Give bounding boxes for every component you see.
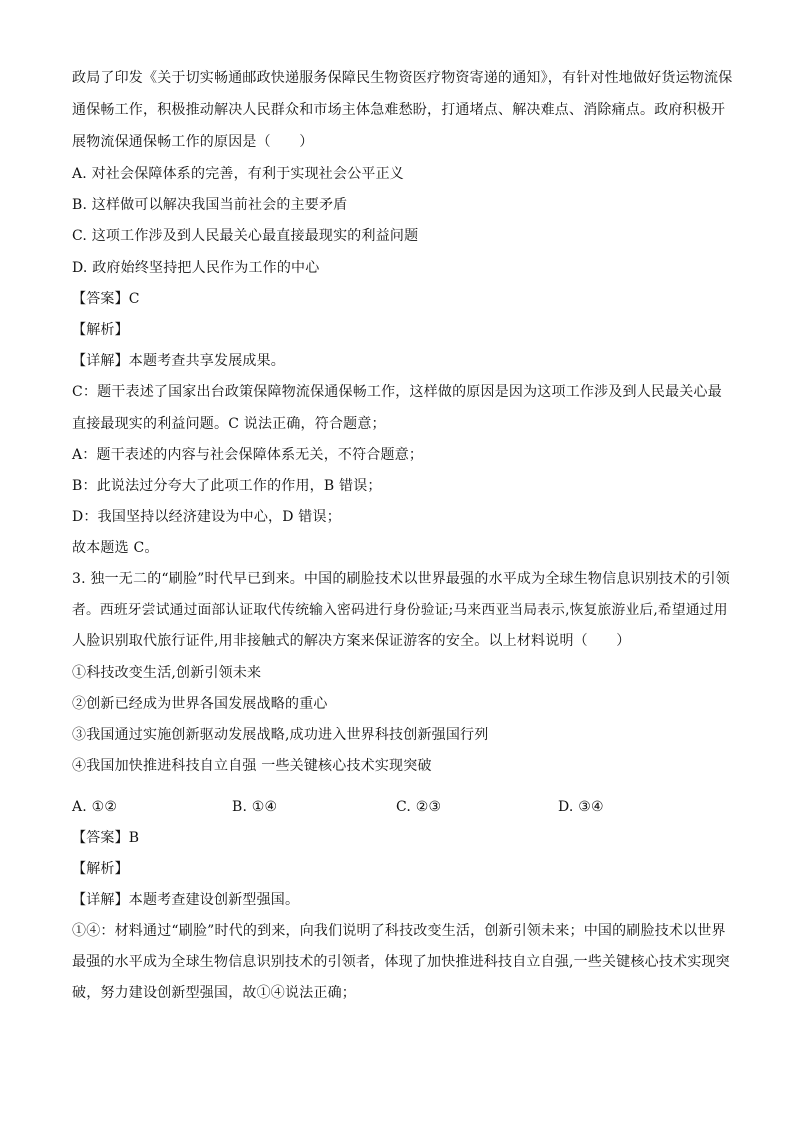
q3-statement-3: ③我国通过实施创新驱动发展战略,成功进入世界科技创新强国行列 xyxy=(72,727,489,743)
q2-option-d: D. 政府始终坚持把人民作为工作的中心 xyxy=(72,260,320,276)
q3-option-c: C. ②③ xyxy=(396,799,442,815)
q2-explanation-line-3: 直接最现实的利益问题。C 说法正确，符合题意； xyxy=(72,416,386,432)
q2-explanation-line-1: 【详解】本题考查共享发展成果。 xyxy=(72,353,285,369)
q3-statement-2: ②创新已经成为世界各国发展战略的重心 xyxy=(72,696,328,712)
q3-analysis-label: 【解析】 xyxy=(72,861,129,877)
q3-stem-line-1: 3. 独一无二的“刷脸”时代早已到来。中国的刷脸技术以世界最强的水平成为全球生物信息识别技术的引领 xyxy=(72,571,730,587)
q2-analysis-label: 【解析】 xyxy=(72,322,129,338)
q2-option-b: B. 这样做可以解决我国当前社会的主要矛盾 xyxy=(72,197,348,213)
q2-explanation-line-5: B：此说法过分夸大了此项工作的作用，B 错误； xyxy=(72,478,382,494)
q3-option-d: D. ③④ xyxy=(558,799,604,815)
q2-option-c: C. 这项工作涉及到人民最关心最直接最现实的利益问题 xyxy=(72,228,419,244)
q3-answer: 【答案】B xyxy=(72,830,140,846)
q2-stem-line-1: 政局了印发《关于切实畅通邮政快递服务保障民生物资医疗物资寄递的通知》，有针对性地做好货运物流保 xyxy=(72,70,733,86)
q3-stem-line-2: 者。西班牙尝试通过面部认证取代传统输入密码进行身份验证;马来西亚当局表示,恢复旅游业后,希望通过用 xyxy=(72,602,728,618)
q2-stem-line-2: 通保畅工作，积极推动解决人民群众和市场主体急难愁盼，打通堵点、解决难点、消除痛点。政府积极开 xyxy=(72,102,726,118)
q3-statement-4: ④我国加快推进科技自立自强 一些关键核心技术实现突破 xyxy=(72,758,432,774)
q2-option-a: A. 对社会保障体系的完善，有利于实现社会公平正义 xyxy=(72,166,405,182)
q2-explanation-line-4: A：题干表述的内容与社会保障体系无关，不符合题意； xyxy=(72,447,424,463)
q3-explanation-line-2: ①④：材料通过“刷脸”时代的到来，向我们说明了科技改变生活，创新引领未来；中国的刷脸技术以世界 xyxy=(72,923,726,939)
q2-answer: 【答案】C xyxy=(72,291,140,307)
q3-explanation-line-1: 【详解】本题考查建设创新型强国。 xyxy=(72,892,300,908)
q2-explanation-line-7: 故本题选 C。 xyxy=(72,540,159,556)
q2-explanation-line-2: C：题干表述了国家出台政策保障物流保通保畅工作，这样做的原因是因为这项工作涉及到人民最关心最 xyxy=(72,384,722,400)
q2-stem-line-3: 展物流保通保畅工作的原因是（ ） xyxy=(72,134,314,150)
q3-statement-1: ①科技改变生活,创新引领未来 xyxy=(72,665,262,681)
q3-options-row xyxy=(72,797,732,817)
q3-stem-line-3: 人脸识别取代旅行证件,用非接触式的解决方案来保证游客的安全。以上材料说明（ ） xyxy=(72,633,631,649)
q3-option-a: A. ①② xyxy=(72,799,118,815)
q2-explanation-line-6: D：我国坚持以经济建设为中心，D 错误； xyxy=(72,509,341,525)
q3-explanation-line-4: 破，努力建设创新型强国，故①④说法正确； xyxy=(72,985,356,1001)
q3-option-b: B. ①④ xyxy=(232,799,278,815)
q3-explanation-line-3: 最强的水平成为全球生物信息识别技术的引领者，体现了加快推进科技自立自强,一些关键核心技术实现突 xyxy=(72,954,730,970)
